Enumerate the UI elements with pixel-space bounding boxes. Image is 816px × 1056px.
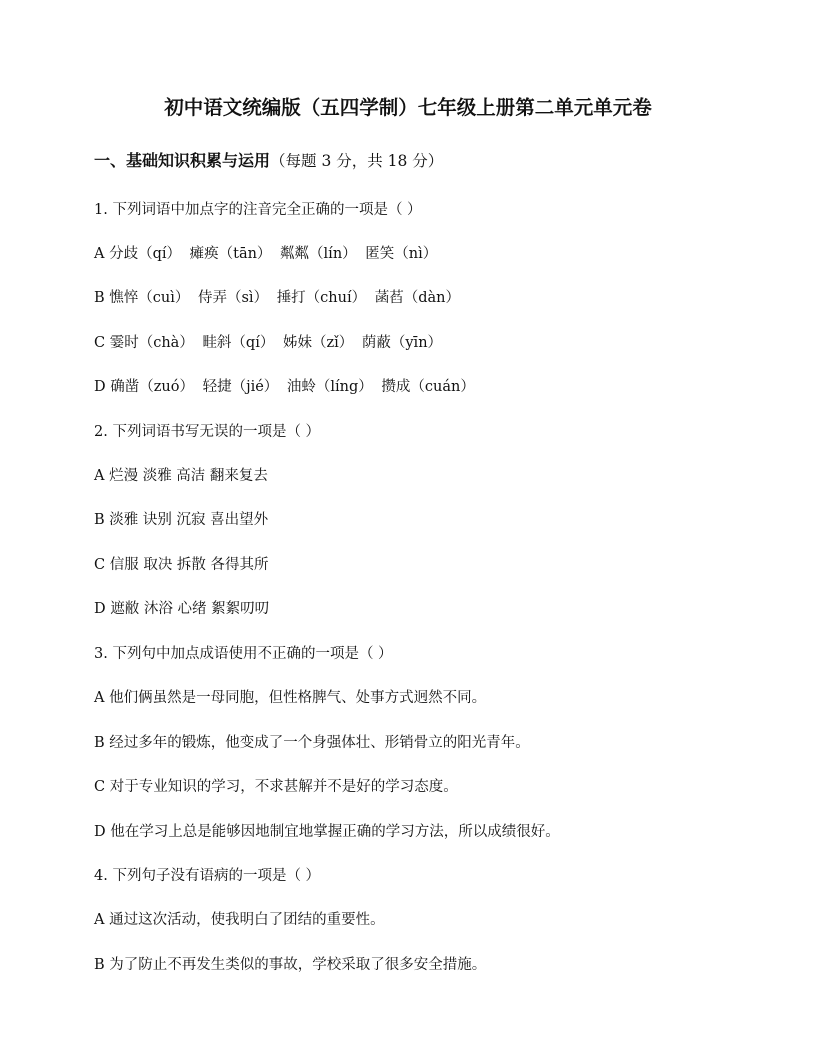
- question-2-option-d: [94, 598, 269, 620]
- option-word: 霎时（chà）: [109, 335, 194, 351]
- question-stem-1: 1. 下列词语中加点字的注音完全正确的一项是（ ）: [94, 202, 422, 218]
- option-text: 对于专业知识的学习，不求甚解并不是好的学习态度。: [109, 779, 458, 795]
- option-letter: D: [94, 601, 106, 617]
- option-word: 捶打（chuí）: [276, 290, 367, 306]
- question-4-option-a: [94, 909, 385, 931]
- option-letter: A: [94, 468, 105, 484]
- question-1-option-b: [94, 287, 460, 309]
- question-2-option-b: [94, 509, 268, 531]
- option-letter: C: [94, 557, 106, 573]
- option-text: 他在学习上总是能够因地制宜地掌握正确的学习方法，所以成绩很好。: [110, 824, 560, 840]
- option-letter: A: [94, 690, 105, 706]
- option-word: 匿笑（nì）: [365, 246, 438, 262]
- question-2-option-a: [94, 465, 268, 487]
- option-letter: B: [94, 290, 105, 306]
- question-4-option-b: [94, 954, 486, 976]
- option-word: 侍弄（sì）: [197, 290, 269, 306]
- option-text: 通过这次活动，使我明白了团结的重要性。: [109, 912, 385, 928]
- section-heading-text: 一、基础知识积累与运用: [94, 151, 271, 170]
- option-word: 姊妹（zǐ）: [282, 335, 354, 351]
- option-text: 经过多年的锻炼，他变成了一个身强体壮、形销骨立的阳光青年。: [109, 735, 530, 751]
- question-1-option-d: [94, 376, 475, 398]
- option-word: 攒成（cuán）: [381, 379, 475, 395]
- option-text: 为了防止不再发生类似的事故，学校采取了很多安全措施。: [109, 957, 487, 973]
- option-word: 荫蔽（yīn）: [361, 335, 443, 351]
- option-letter: D: [94, 824, 106, 840]
- option-text: 烂漫 淡雅 高洁 翻来复去: [109, 468, 268, 484]
- option-word: 瘫痪（tān）: [189, 246, 272, 262]
- option-letter: A: [94, 246, 105, 262]
- option-letter: B: [94, 957, 105, 973]
- question-2-option-c: [94, 554, 269, 576]
- section-score-note: （每题 3 分，共 18 分）: [270, 152, 444, 170]
- question-stem-4: 4. 下列句子没有语病的一项是（ ）: [94, 868, 321, 884]
- option-text: 淡雅 诀别 沉寂 喜出望外: [109, 512, 269, 528]
- question-3-option-c: [94, 776, 458, 798]
- section-heading: [94, 148, 443, 174]
- option-word: 粼粼（lín）: [280, 246, 357, 262]
- option-word: 憔悴（cuì）: [109, 290, 190, 306]
- option-text: 遮敝 沐浴 心绪 絮絮叨叨: [110, 601, 270, 617]
- option-letter: C: [94, 779, 106, 795]
- option-word: 确凿（zuó）: [110, 379, 194, 395]
- option-letter: B: [94, 512, 105, 528]
- question-1-option-c: [94, 332, 442, 354]
- option-word: 菡萏（dàn）: [374, 290, 460, 306]
- option-text: 信服 取决 拆散 各得其所: [109, 557, 269, 573]
- option-word: 畦斜（qí）: [202, 335, 275, 351]
- question-3-option-d: [94, 821, 560, 843]
- document-title: 初中语文统编版（五四学制）七年级上册第二单元单元卷: [164, 96, 652, 119]
- option-letter: B: [94, 735, 105, 751]
- question-3-option-a: [94, 687, 486, 709]
- option-text: 他们俩虽然是一母同胞，但性格脾气、处事方式迥然不同。: [109, 690, 487, 706]
- question-stem-2: 2. 下列词语书写无误的一项是（ ）: [94, 424, 321, 440]
- option-letter: A: [94, 912, 105, 928]
- question-1-option-a: [94, 243, 437, 265]
- option-letter: C: [94, 335, 106, 351]
- option-word: 轻捷（jié）: [202, 379, 279, 395]
- question-stem-3: 3. 下列句中加点成语使用不正确的一项是（ ）: [94, 646, 393, 662]
- question-3-option-b: [94, 732, 530, 754]
- option-word: 油蛉（líng）: [286, 379, 373, 395]
- option-letter: D: [94, 379, 106, 395]
- option-word: 分歧（qí）: [109, 246, 182, 262]
